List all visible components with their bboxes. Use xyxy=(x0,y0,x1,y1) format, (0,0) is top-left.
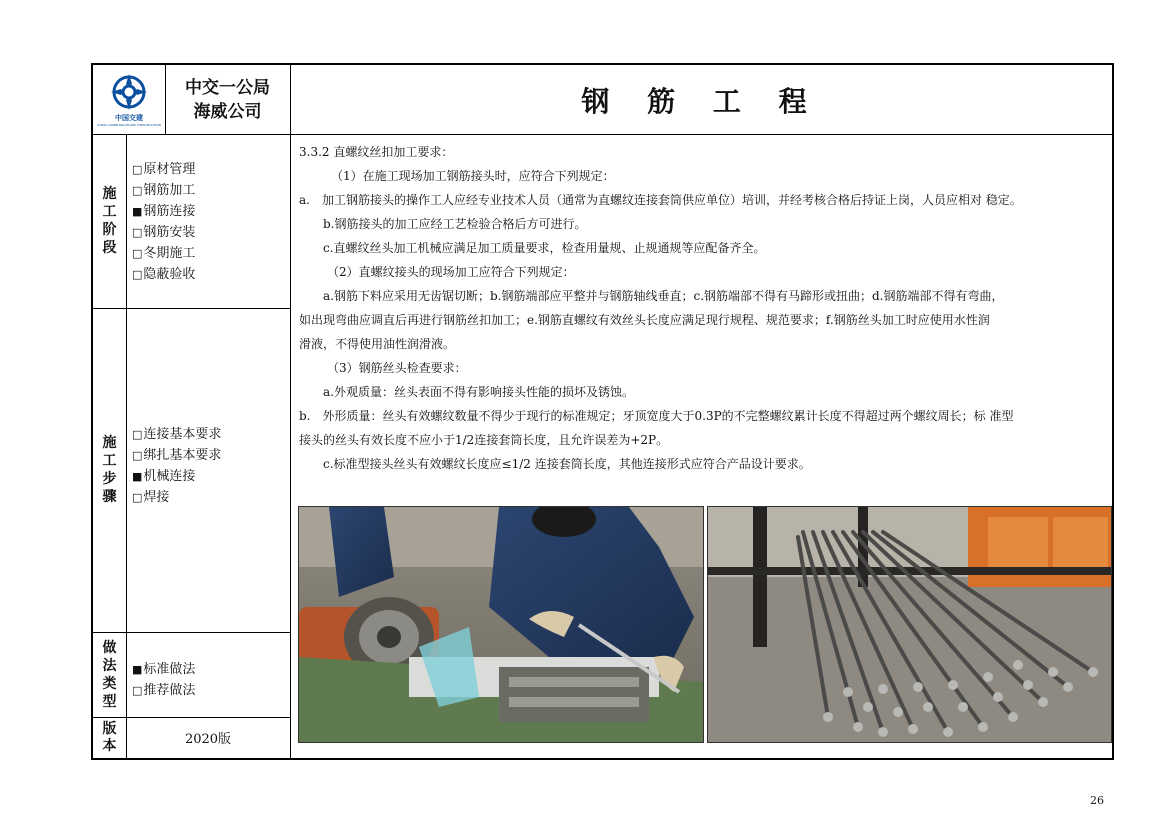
content-line: 3.3.2 直螺纹丝扣加工要求： xyxy=(299,145,454,159)
checkbox-icon: □ xyxy=(132,184,143,197)
stage-label: 施 工 阶 段 xyxy=(102,186,117,256)
page-number: 26 xyxy=(1090,794,1104,807)
stage-item-rebar-connection[interactable]: ■钢筋连接 xyxy=(132,204,196,219)
content-line: b.钢筋接头的加工应经工艺检验合格后方可进行。 xyxy=(323,217,587,231)
checkbox-icon: □ xyxy=(132,163,143,176)
content-line: a.钢筋下料应采用无齿锯切断；b.钢筋端部应平整并与钢筋轴线垂直；c.钢筋端部不得有马蹄形或扭曲；d.钢筋端部不得有弯曲， xyxy=(323,289,1004,303)
stage-item-rebar-installation[interactable]: □钢筋安装 xyxy=(132,225,196,240)
logo-subtext: CHINA COMMUNICATIONS CONSTRUCTION xyxy=(97,123,161,127)
content-line: c.标准型接头丝头有效螺纹长度应≤1/2 连接套筒长度，其他连接形式应符合产品设计要求。 xyxy=(323,457,811,471)
checkbox-icon: □ xyxy=(132,226,143,239)
step-item-mechanical-connection[interactable]: ■机械连接 xyxy=(132,469,196,484)
content-line: 滑液，不得使用油性润滑液。 xyxy=(299,337,456,351)
checkbox-checked-icon: ■ xyxy=(132,662,143,676)
steps-options xyxy=(126,308,290,632)
content-line: b. 外形质量：丝头有效螺纹数量不得少于现行的标准规定；牙顶宽度大于0.3P的不完整螺纹累计长度不得超过两个螺纹周长；标 准型 xyxy=(299,409,1014,423)
version-value: 2020版 xyxy=(184,732,232,747)
steps-label: 施 工 步 骤 xyxy=(102,435,117,505)
company-line1: 中交一公局 xyxy=(185,77,270,98)
threaded-rebar-image xyxy=(708,507,1112,743)
photo-thread-machining xyxy=(298,506,704,743)
step-item-connection-basics[interactable]: □连接基本要求 xyxy=(132,427,222,442)
content-line: （1）在施工现场加工钢筋接头时，应符合下列规定： xyxy=(331,169,615,183)
spec-sheet xyxy=(91,63,1114,760)
page-title: 钢 筋 工 程 xyxy=(581,84,821,118)
photo-threaded-rebar xyxy=(707,506,1112,743)
content-line: 如出现弯曲应调直后再进行钢筋丝扣加工；e.钢筋直螺纹有效丝头长度应满足现行规程、规范要求；f.钢筋丝头加工时应使用水性润 xyxy=(299,313,990,327)
step-item-welding[interactable]: □焊接 xyxy=(132,490,170,505)
content-line: a.外观质量：丝头表面不得有影响接头性能的损坏及锈蚀。 xyxy=(323,385,634,399)
content-line: （2）直螺纹接头的现场加工应符合下列规定： xyxy=(327,265,575,279)
step-item-binding-basics[interactable]: □绑扎基本要求 xyxy=(132,448,222,463)
content-line: （3）钢筋丝头检查要求： xyxy=(327,361,467,375)
stage-item-raw-material[interactable]: □原材管理 xyxy=(132,162,196,177)
logo-text: 中国交建 xyxy=(115,114,143,122)
content-line: 接头的丝头有效长度不应小于1/2连接套筒长度，且允许误差为+2P。 xyxy=(299,433,669,447)
cccc-logo-icon xyxy=(109,72,149,112)
checkbox-checked-icon: ■ xyxy=(132,470,143,483)
company-line2: 海威公司 xyxy=(193,101,262,122)
checkbox-icon: □ xyxy=(132,683,143,697)
version-label: 版 本 xyxy=(102,720,117,754)
checkbox-icon: □ xyxy=(132,268,143,281)
company-name xyxy=(165,65,290,134)
content-line: a. 加工钢筋接头的操作工人应经专业技术人员（通常为直螺纹连接套筒供应单位）培训，并经考核合格后持证上岗，人员应相对 稳定。 xyxy=(299,193,1022,207)
stage-item-winter-construction[interactable]: □冬期施工 xyxy=(132,246,196,261)
content-body xyxy=(290,134,1112,508)
checkbox-icon: □ xyxy=(132,247,143,260)
method-item-recommended[interactable]: □推荐做法 xyxy=(132,682,196,698)
method-options xyxy=(126,632,290,717)
stage-options xyxy=(126,134,290,308)
method-item-standard[interactable]: ■标准做法 xyxy=(132,661,196,677)
stage-item-rebar-processing[interactable]: □钢筋加工 xyxy=(132,183,196,198)
content-line: c.直螺纹丝头加工机械应满足加工质量要求，检查用量规、止规通规等应配备齐全。 xyxy=(323,241,766,255)
checkbox-checked-icon: ■ xyxy=(132,205,143,218)
company-logo xyxy=(93,65,165,134)
checkbox-icon: □ xyxy=(132,449,143,462)
checkbox-icon: □ xyxy=(132,491,143,504)
method-label: 做 法 类 型 xyxy=(102,639,117,710)
thread-machining-image xyxy=(299,507,704,743)
checkbox-icon: □ xyxy=(132,428,143,441)
stage-item-concealed-acceptance[interactable]: □隐蔽验收 xyxy=(132,267,196,282)
